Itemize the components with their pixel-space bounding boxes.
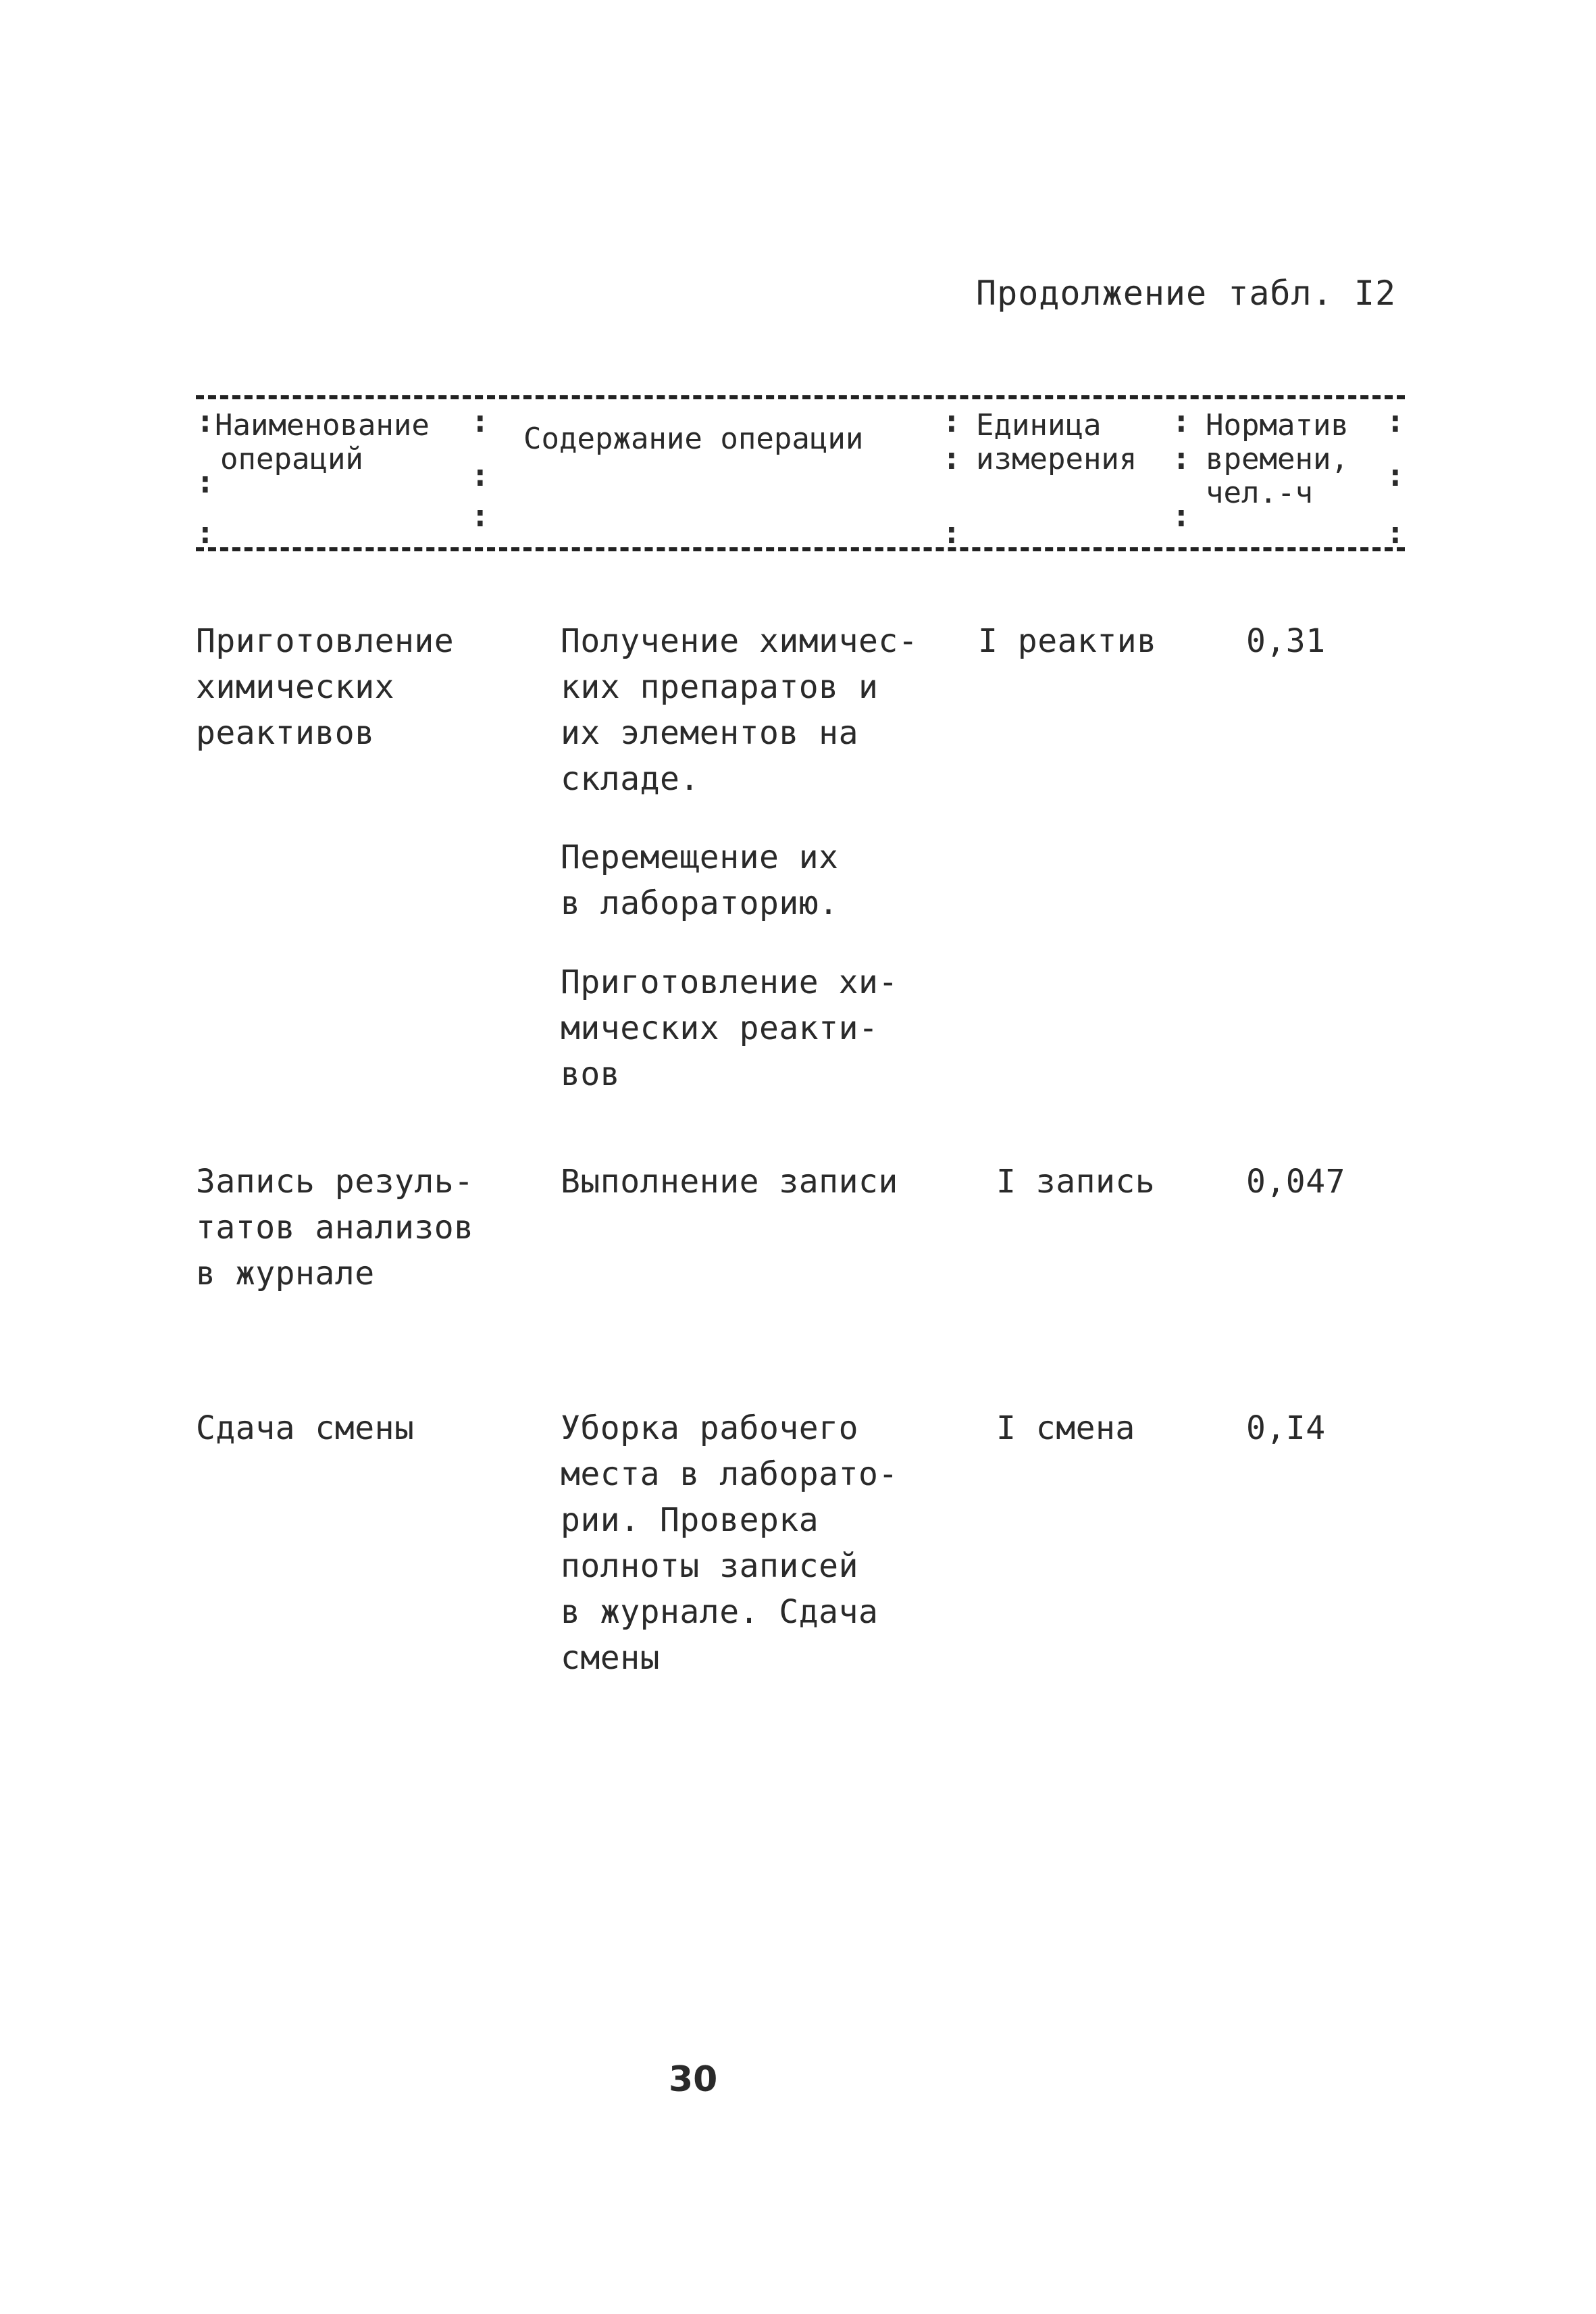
header-col-name-line2: операций — [220, 442, 363, 476]
header-col-norm — [1206, 409, 1349, 510]
row-norm: 0,31 — [1246, 622, 1326, 660]
header-col-content: Содержание операции — [523, 422, 864, 456]
header-top-rule — [196, 395, 1405, 399]
row-operation-name: Сдача смены — [196, 1409, 415, 1447]
separator-1: : : : — [471, 403, 490, 534]
header-col-norm-line2: времени, — [1206, 442, 1349, 476]
row-operation-content: Получение химичес- ких препаратов и их элементов на складе. — [561, 622, 919, 798]
header-col-unit-line2: измерения — [976, 442, 1137, 476]
header-col-unit — [976, 409, 1137, 476]
row-operation-content: Выполнение записи — [561, 1163, 898, 1201]
row-operation-name: Запись резуль- татов анализов в журнале — [196, 1163, 474, 1292]
row-norm: 0,I4 — [1246, 1409, 1326, 1447]
separator-right: : : : — [1386, 403, 1405, 551]
row-unit: I запись — [996, 1163, 1156, 1201]
row-operation-content: Уборка рабочего места в лаборато- рии. Проверка полноты записей в журнале. Сдача смены — [561, 1409, 898, 1677]
header-col-name-line1: Наименование — [215, 408, 430, 443]
page-number: 30 — [669, 2059, 718, 2100]
separator-2: : : : — [942, 403, 961, 551]
header-col-norm-line3: чел.-ч — [1206, 476, 1313, 510]
row-operation-content: Приготовление хи- мических реакти- вов — [561, 963, 898, 1093]
header-col-name — [215, 409, 430, 476]
header-col-norm-line1: Норматив — [1206, 408, 1349, 443]
separator-3: : : : — [1172, 403, 1191, 534]
row-unit: I реактив — [978, 622, 1157, 660]
separator-left: : : : — [196, 403, 215, 551]
header-col-unit-line1: Единица — [976, 408, 1102, 443]
row-operation-name: Приготовление химических реактивов — [196, 622, 455, 752]
table-caption: Продолжение табл. I2 — [976, 274, 1397, 313]
row-norm: 0,047 — [1246, 1163, 1345, 1201]
row-unit: I смена — [996, 1409, 1135, 1447]
header-bottom-rule — [196, 547, 1405, 551]
row-operation-content: Перемещение их в лабораторию. — [561, 838, 839, 922]
